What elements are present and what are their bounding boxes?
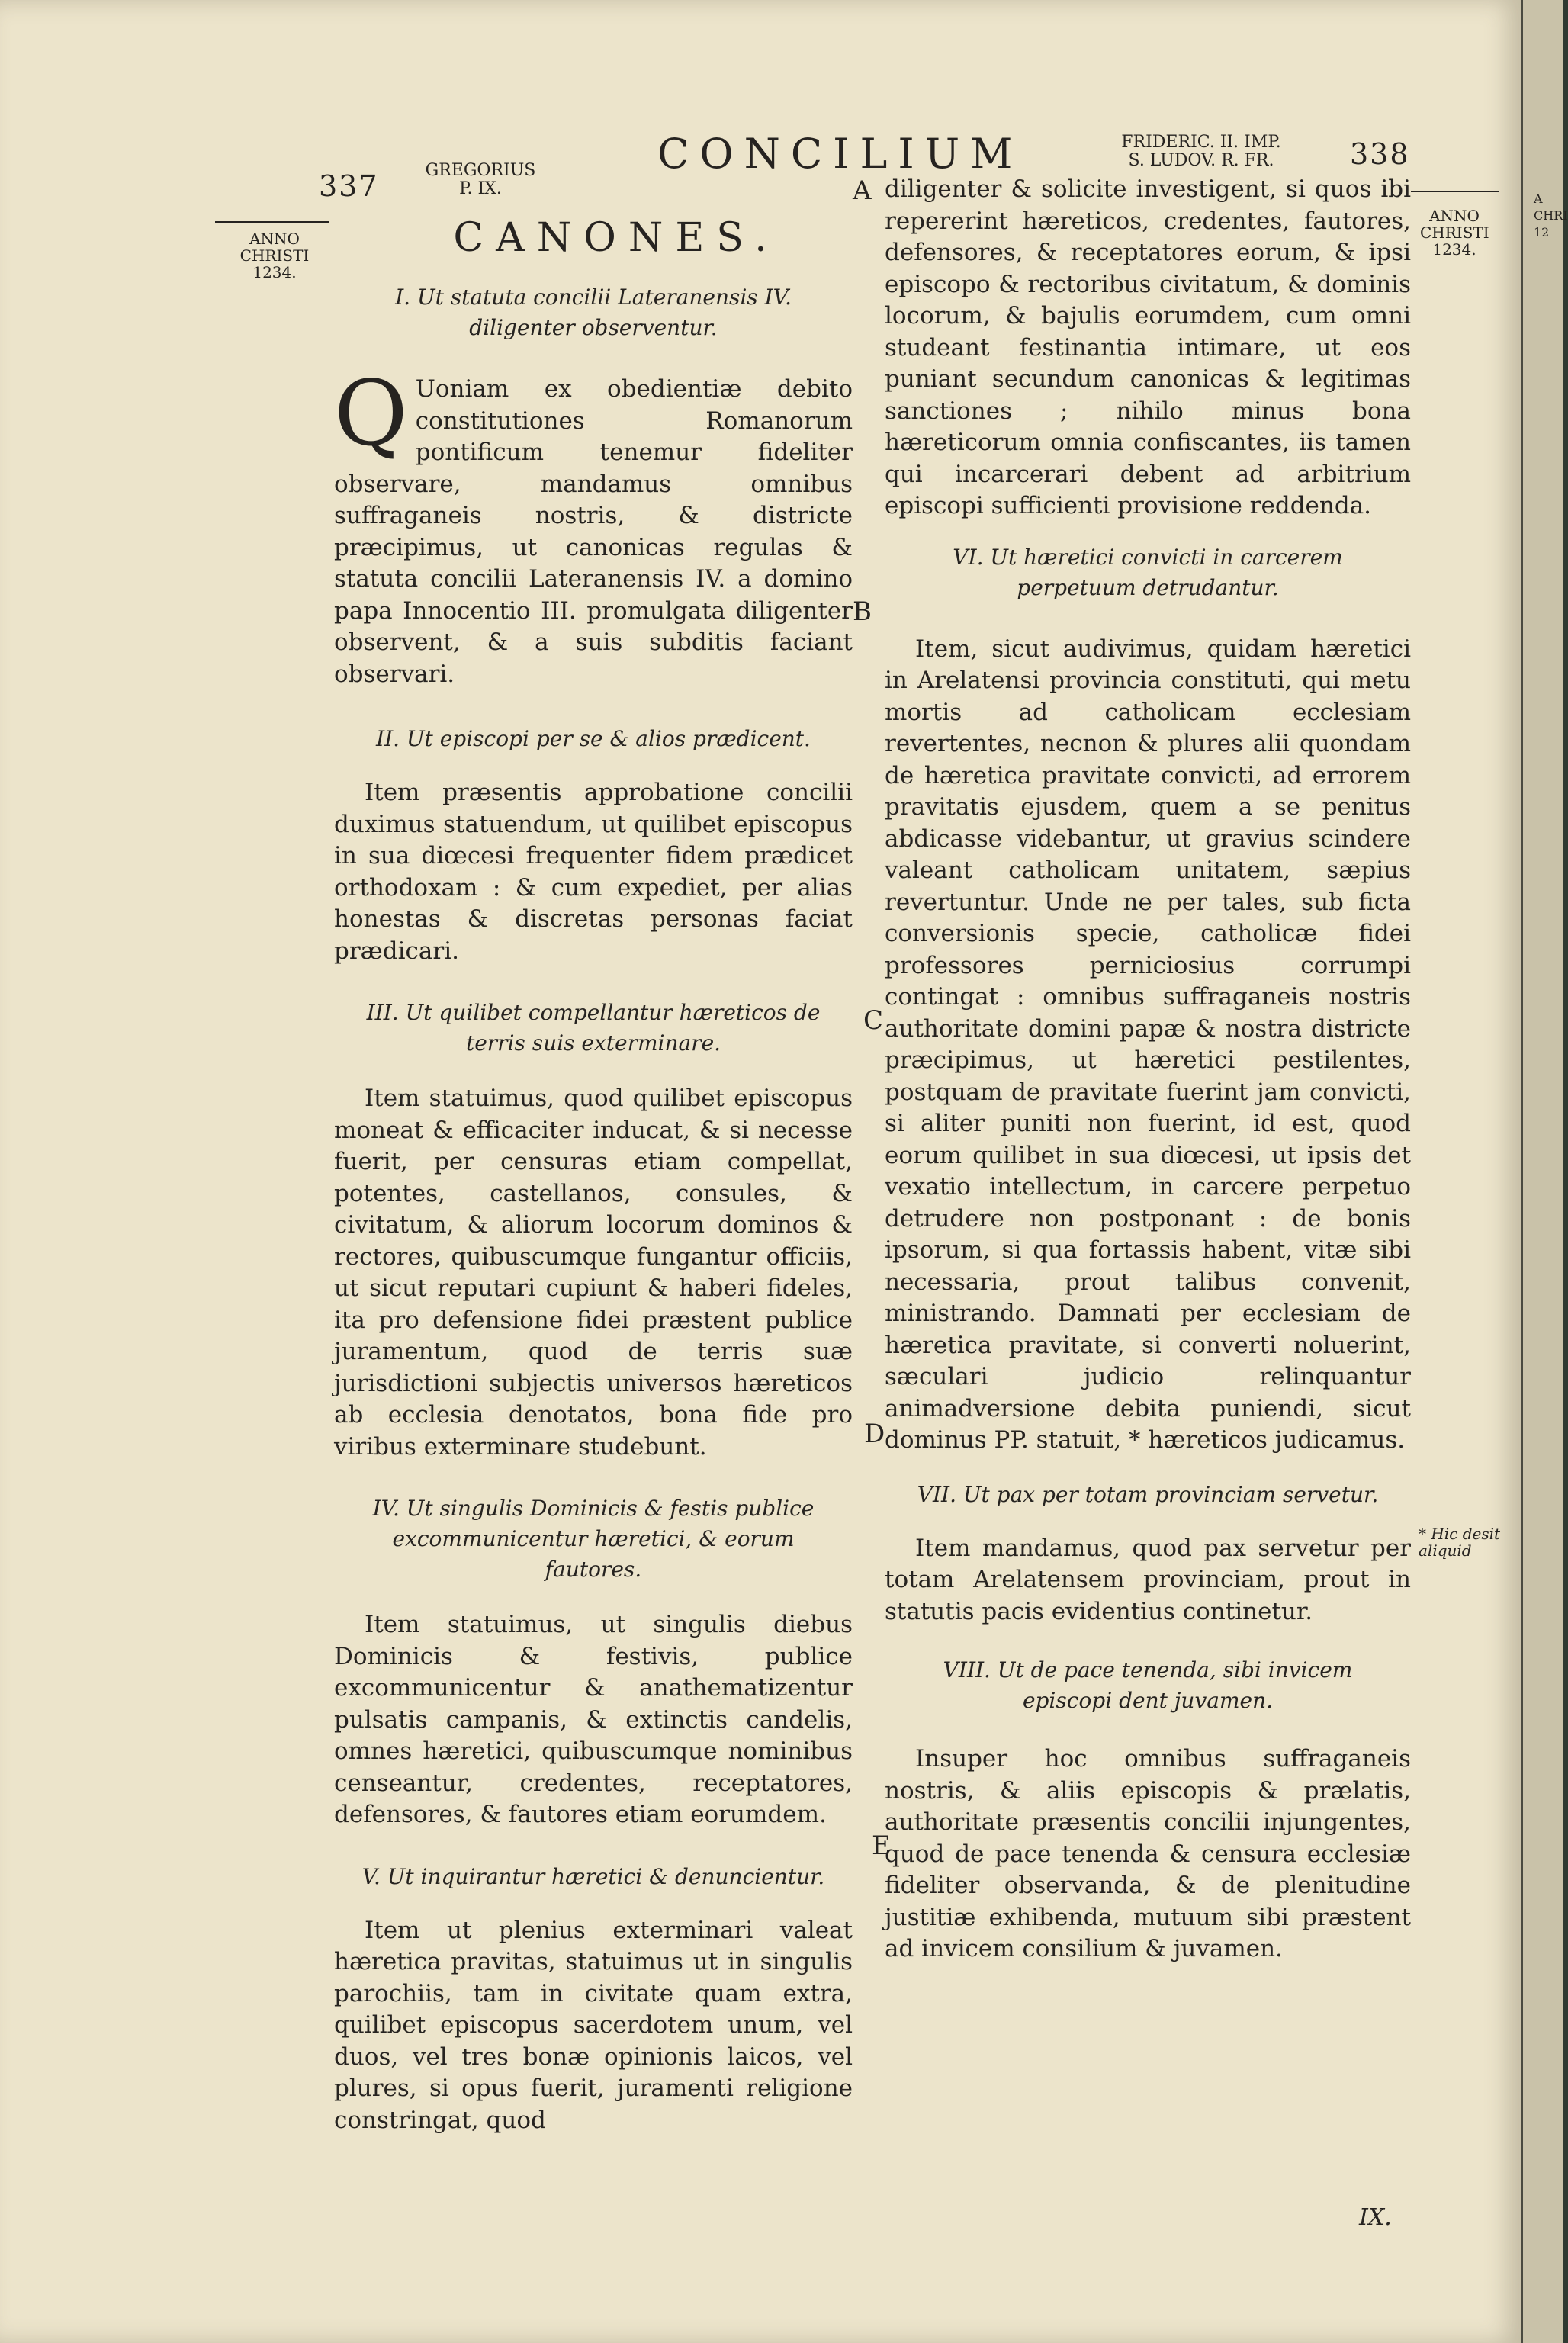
canon-text: QUoniam ex obedientiæ debito constitutiones Romanorum pontificum tenemur fideliter observare, mandamus omnibus suffraganeis nostris, & districte præcipimus, ut canonicas regulas & statuta concilii Lateranensis IV. a domino papa Innocentio III. promulgata diligenter observent, & a suis subditis faciant observari. [334,361,853,688]
canon-heading: VI. Ut hæretici convicti in carcerem perpetuum detrudantur. [953,544,1343,600]
column-letter-e: E [872,1830,891,1861]
anno-christi-right [1420,207,1489,258]
fragment-line: CHRI [1534,208,1568,223]
canon-text: Item mandamus, quod pax servetur per totam Arelatensem provinciam, prout in statutis pacis evidentius continetur. [885,1534,1411,1625]
fragment-line: A [1534,191,1543,206]
page-title: CONCILIUM [657,130,1023,178]
anno-line: CHRISTI [1420,223,1489,242]
margin-rule [215,221,329,223]
right-page-number: 338 [1350,137,1410,171]
continuation-text: diligenter & solicite investigent, si quos ibi repererint hæreticos, credentes, fautores, defensores, & receptatores eorum, & ipsi episcopo & rectoribus civitatum, & dominis locorum, & bajulis eorumdem, cum omni studeant festinantia intimare, ut eos puniant secundum canonicas & legitimas sanctiones ; nihilo minus bona hæreticorum omnia confiscantes, iis tamen qui incarcerari debent ad arbitrium episcopi sufficienti provisione reddenda. [885,175,1411,519]
left-running-head [423,162,538,198]
canon-heading: V. Ut inquirantur hæretici & denuncientur. [361,1863,825,1889]
canon-heading: III. Ut quilibet compellantur hæreticos de terris suis exterminare. [366,1000,821,1056]
canon-heading: VIII. Ut de pace tenenda, sibi invicem episcopi dent juvamen. [943,1657,1353,1713]
anno-line: ANNO [1429,207,1480,225]
anno-line: 1234. [252,263,297,281]
canon-text: Insuper hoc omnibus suffraganeis nostris, & aliis episcopis & prælatis, authoritate præsentis concilii injungentes, quod de pace tenenda & censura ecclesiæ fideliter observanda, & de plenitudine justitiæ exhibenda, mutuum sibi præstent ad invicem consilium & juvamen. [885,1745,1411,1962]
running-head-line: FRIDERIC. II. IMP. [1121,133,1281,152]
side-note-line: aliquid [1419,1541,1472,1560]
canon-text: Item, sicut audivimus, quidam hæretici in Arelatensi provincia constituti, qui metu mortis ad catholicam ecclesiam revertentes, necnon & plures alii quondam de hæretica pravitate convicti, ad errorem pravitatis ejusdem, quem a se penitus abdicasse videbantur, ut gravius scindere valeant catholicam unitatem, sæpius revertuntur. Unde ne per tales, sub ficta conversionis specie, catholicæ fidei professores perniciosius corrumpi contingat : omnibus suffraganeis nostris authoritate domini papæ & nostra districte præcipimus, ut hæretici pestilentes, postquam de pravitate fuerint jam convicti, si aliter puniti non fuerint, id est, quod eorum quilibet in sua diœcesi, ut ipsis det vexatio intellectum, in carcere perpetuo detrudere non postponant : de bonis ipsorum, si qua fortassis habent, vitæ sibi necessaria, prout talibus convenit, ministrando. Damnati per ecclesiam de hæretica pravitate, si converti noluerint, sæculari judicio relinquantur animadversione debita puniendi, sicut dominus PP. statuit, * hæreticos judicamus. [885,635,1411,1454]
anno-line: CHRISTI [239,246,310,265]
column-letter-b: B [853,596,872,627]
canon-text: Item statuimus, quod quilibet episcopus moneat & efficaciter inducat, & si necesse fuerit, per censuras etiam compellat, potentes, castellanos, consules, & civitatum, & aliorum locorum dominos & rectores, quibuscumque fungantur officiis, ut sicut reputari cupiunt & haberi fideles, ita pro defensione fidei præstent publice juramentum, quod de terris suæ jurisdictioni subjectis universos hæreticos ab ecclesia denotatos, bona fide pro viribus exterminare studebunt. [334,1085,853,1461]
left-page-number: 337 [319,169,379,203]
canon-heading: I. Ut statuta concilii Lateranensis IV. diligenter observentur. [395,284,792,340]
side-note [1419,1525,1518,1559]
canon-heading: II. Ut episcopi per se & alios prædicent. [376,726,811,751]
running-head-line: GREGORIUS [425,161,536,180]
margin-rule [1411,191,1499,192]
anno-line: ANNO [249,230,300,248]
canon-text: Item ut plenius exterminari valeat hæretica pravitas, statuimus ut in singulis parochiis, tam in civitate quam extra, quilibet episcopus sacerdotem unum, vel duos, vel tres bonæ opinionis laicos, vel plures, si opus fuerit, juramenti religione constringat, quod [334,1916,853,2134]
side-note-line: * Hic desit [1419,1525,1501,1543]
next-page-edge [1521,0,1568,2343]
left-column [334,215,853,2136]
anno-christi-left [221,230,328,281]
canones-title: CANONES. [453,215,779,261]
canon-heading: VII. Ut pax per totam provinciam servetur. [917,1481,1379,1507]
column-letter-c: C [863,1005,884,1036]
right-running-head [1087,133,1316,170]
anno-line: 1234. [1432,240,1476,259]
canon-text: Item statuimus, ut singulis diebus Dominicis & festivis, publice excommunicentur & anathematizentur pulsatis campanis, & extinctis candelis, omnes hæretici, quibuscumque nominibus censeantur, credentes, receptatores, defensores, & fautores etiam eorumdem. [334,1611,853,1828]
canon-heading: IV. Ut singulis Dominicis & festis publice excommunicentur hæretici, & eorum fautores. [372,1496,815,1582]
running-head-line: S. LUDOV. R. FR. [1128,151,1274,170]
canon-text: Item præsentis approbatione concilii duximus statuendum, ut quilibet episcopus in sua diœcesi frequenter fidem prædicet orthodoxam : & cum expediet, per alias honestas & discretas personas faciat prædicari. [334,779,853,965]
fragment-line: 12 [1534,225,1550,239]
next-page-fragment [1534,191,1568,241]
column-letter-d: D [864,1419,885,1449]
running-head-line: P. IX. [459,179,502,198]
catchword: IX. [1359,2204,1392,2231]
column-letter-a: A [853,175,872,206]
right-column [885,174,1411,1965]
